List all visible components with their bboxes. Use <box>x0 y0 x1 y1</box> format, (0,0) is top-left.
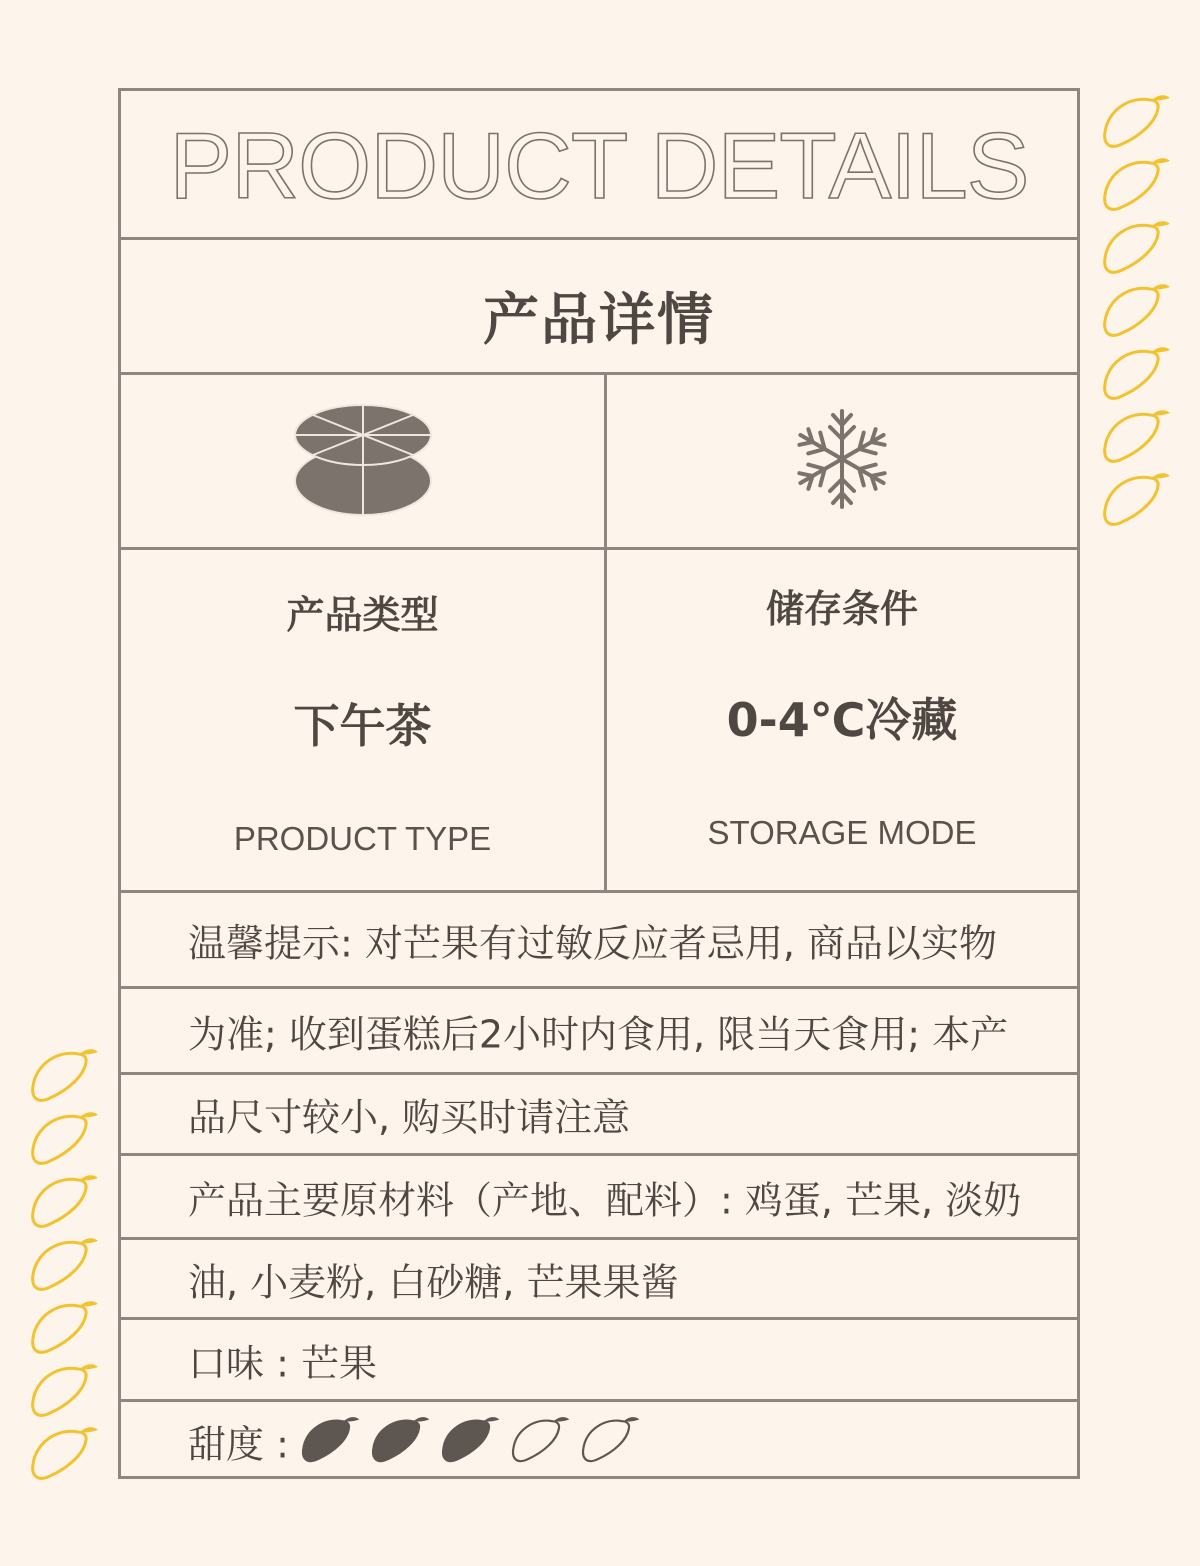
sweetness-row <box>121 1402 1077 1479</box>
right-mango-icon <box>1105 284 1170 335</box>
flavor-text: 口味 : 芒果 <box>188 1341 377 1385</box>
mango-decoration-right <box>1098 92 1170 536</box>
left-mango-icon <box>33 1175 98 1226</box>
icons-row <box>121 375 1077 550</box>
right-mango-icon <box>1105 347 1170 398</box>
sweetness-rating <box>299 1413 641 1469</box>
sweetness-mango-empty-icon <box>579 1413 641 1469</box>
subtitle-row <box>121 240 1077 375</box>
note-text: 品尺寸较小, 购买时请注意 <box>188 1095 631 1140</box>
info-row <box>121 550 1077 893</box>
cake-icon <box>293 401 433 521</box>
right-mango-icon <box>1105 158 1170 209</box>
left-mango-icon <box>33 1364 98 1415</box>
ingredients-text: 产品主要原材料（产地、配料）: 鸡蛋, 芒果, 淡奶 <box>188 1178 1022 1222</box>
left-mango-icon <box>33 1301 98 1352</box>
storage-cell <box>607 550 1077 890</box>
storage-value: 0-4℃冷藏 <box>726 693 958 747</box>
product-details-card <box>118 88 1080 1479</box>
note-line-3 <box>121 1075 1077 1156</box>
product-type-label-en: PRODUCT TYPE <box>233 820 492 857</box>
page-title-en: PRODUCT DETAILS <box>169 113 1029 218</box>
right-mango-icon <box>1105 410 1170 461</box>
sweetness-mango-empty-icon <box>509 1413 571 1469</box>
right-mango-icon <box>1105 95 1170 146</box>
storage-icon-cell <box>607 375 1077 547</box>
snowflake-icon <box>790 407 894 515</box>
sweetness-label: 甜度 : <box>188 1422 289 1466</box>
note-line-1 <box>121 893 1077 989</box>
ingredients-line-1 <box>121 1156 1077 1240</box>
product-type-icon-cell <box>121 375 604 547</box>
note-text: 温馨提示: 对芒果有过敏反应者忌用, 商品以实物 <box>188 921 998 965</box>
ingredients-text: 油, 小麦粉, 白砂糖, 芒果果酱 <box>188 1260 679 1304</box>
product-type-cell <box>121 550 604 890</box>
page-title-cn: 产品详情 <box>483 288 715 353</box>
mango-decoration-left <box>26 1046 98 1490</box>
right-mango-icon <box>1105 221 1170 272</box>
sweetness-mango-filled-icon <box>299 1413 361 1469</box>
left-mango-icon <box>33 1238 98 1289</box>
sweetness-mango-filled-icon <box>439 1413 501 1469</box>
right-mango-icon <box>1105 473 1170 524</box>
sweetness-mango-filled-icon <box>369 1413 431 1469</box>
storage-label-en: STORAGE MODE <box>707 814 977 851</box>
left-mango-icon <box>33 1049 98 1100</box>
note-text: 为准; 收到蛋糕后2小时内食用, 限当天食用; 本产 <box>188 1012 1009 1056</box>
left-mango-icon <box>33 1427 98 1478</box>
note-line-2 <box>121 989 1077 1075</box>
flavor-row <box>121 1320 1077 1402</box>
left-mango-icon <box>33 1112 98 1163</box>
product-type-value: 下午茶 <box>293 699 432 753</box>
title-row <box>121 91 1077 240</box>
ingredients-line-2 <box>121 1240 1077 1320</box>
storage-label: 储存条件 <box>765 587 918 631</box>
product-type-label: 产品类型 <box>286 593 439 637</box>
column-divider <box>604 375 607 893</box>
